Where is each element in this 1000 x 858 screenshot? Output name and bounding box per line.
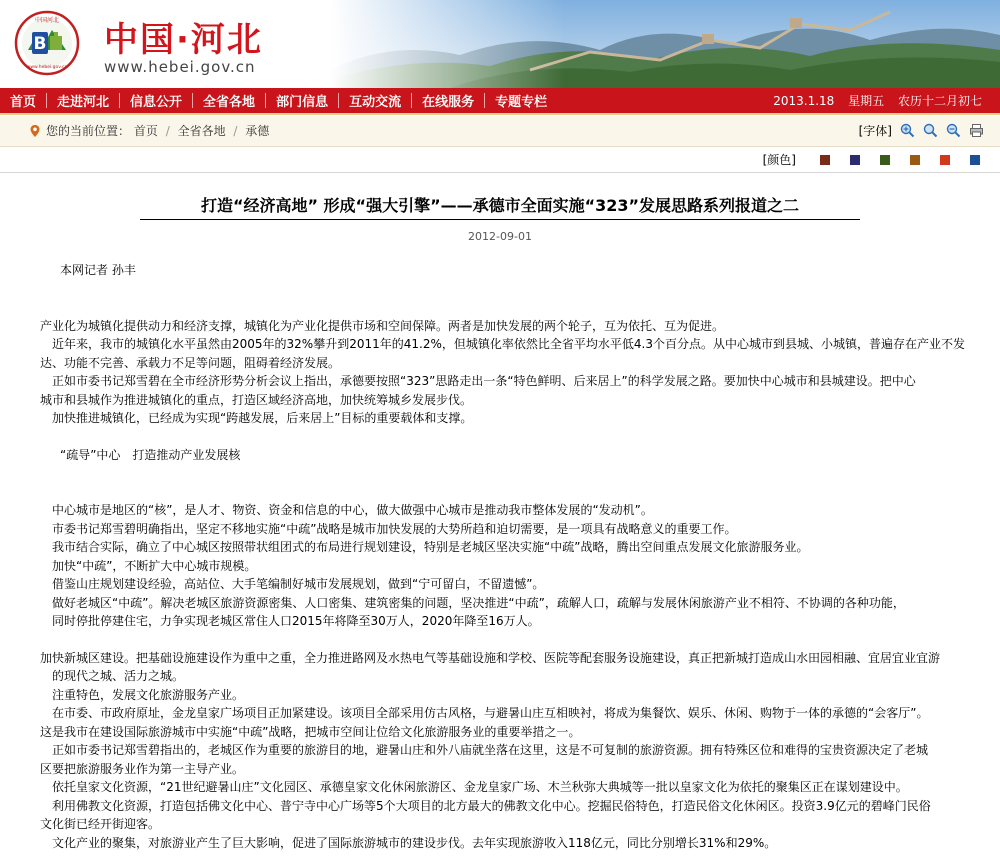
article-paragraph: 加快“中疏”，不断扩大中心城市规模。 [52, 558, 257, 573]
lunar-date-text: 农历十二月初七 [897, 94, 982, 108]
color-swatch-orange[interactable] [940, 155, 950, 165]
article-paragraph: 近年来，我市的城镇化水平虽然由2005年的32%攀升到2011年的41.2%，但城镇化率依然比全省平均水平低4.3个百分点。从中心城市到县城、小城镇，普遍存在产业不发 [52, 337, 965, 351]
breadcrumb-prefix: 您的当前位置： [46, 124, 131, 138]
article-paragraph: 利用佛教文化资源，打造包括佛文化中心、普宁寺中心广场等5个大项目的北方最大的佛教文化中心。挖掘民俗特色，打造民俗文化休闲区。投资3.9亿元的碧峰门民俗 [52, 798, 931, 813]
article-paragraph: 文化街已经开街迎客。 [40, 817, 161, 831]
main-nav [0, 88, 1000, 115]
hebei-logo-icon[interactable] [14, 10, 80, 76]
article-date: 2012-09-01 [468, 230, 532, 243]
article-paragraph: 中心城市是地区的“核”，是人才、物资、资金和信息的中心，做大做强中心城市是推动我市整体发展的“发动机”。 [52, 503, 653, 517]
article-paragraph: 做好老城区“中疏”。解决老城区旅游资源密集、人口密集、建筑密集的问题，坚决推进“中疏”，疏解人口，疏解与发展休闲旅游产业不相符、不协调的各种功能， [52, 595, 905, 610]
breadcrumb-separator: / [233, 124, 238, 138]
breadcrumb-separator: / [165, 124, 170, 138]
article-paragraph: 的现代之城、活力之城。 [52, 669, 185, 683]
breadcrumb [46, 122, 269, 139]
article-title: 打造“经济高地” 形成“强大引擎”——承德市全面实施“323”发展思路系列报道之二 [200, 196, 800, 215]
site-name: 中国·河北 [104, 20, 263, 60]
breadcrumb-chengde[interactable]: 承德 [245, 124, 270, 138]
article-paragraph: 注重特色，发展文化旅游服务产业。 [52, 687, 245, 702]
color-swatch-green[interactable] [880, 155, 890, 165]
nav-item-online-services[interactable]: 在线服务 [422, 95, 475, 110]
nav-item-home[interactable]: 首页 [10, 95, 37, 110]
article-paragraph: 文化产业的聚集，对旅游业产生了巨大影响，促进了国际旅游城市的建设步伐。去年实现旅游收入118亿元，同比分别增长31%和29%。 [52, 835, 777, 850]
svg-text:B: B [33, 34, 47, 54]
date-text: 2013.1.18 [773, 94, 835, 108]
article-paragraph: 城市和县城作为推进城镇化的重点，打造区域经济高地，加快统筹城乡发展步伐。 [40, 392, 473, 407]
svg-text:www.hebei.gov.cn: www.hebei.gov.cn [26, 65, 68, 70]
article-paragraph: 我市结合实际，确立了中心城区按照带状组团式的布局进行规划建设，特别是老城区坚决实施“中疏”战略，腾出空间重点发展文化旅游服务业。 [52, 540, 809, 554]
article-paragraph: 借鉴山庄规划建设经验，高站位、大手笔编制好城市发展规划，做到“宁可留白，不留遗憾”。 [52, 577, 545, 591]
print-icon[interactable] [969, 123, 984, 138]
article-body [0, 243, 1000, 852]
font-tools [859, 122, 984, 139]
article-paragraph: 正如市委书记郑雪碧在全市经济形势分析会议上指出，承德要按照“323”思路走出一条“特色鲜明、后来居上”的科学发展之路。要加快中心城市和县城建设。把中心 [52, 374, 916, 388]
article-paragraph: 区要把旅游服务业作为第一主导产业。 [40, 761, 245, 776]
color-swatch-brown[interactable] [820, 155, 830, 165]
color-swatch-navy[interactable] [850, 155, 860, 165]
title-underline [140, 219, 860, 220]
nav-date [773, 92, 982, 109]
nav-item-info-disclosure[interactable]: 信息公开 [130, 95, 183, 110]
weekday-text: 星期五 [848, 94, 885, 108]
zoom-out-icon[interactable] [946, 123, 961, 138]
article-paragraph: 市委书记郑雪碧明确指出，坚定不移地实施“中疏”战略是城市加快发展的大势所趋和迫切需要，是一项具有战略意义的重要工作。 [52, 521, 737, 536]
svg-text:中国河北: 中国河北 [34, 17, 60, 24]
article-paragraph: 依托皇家文化资源，“21世纪避暑山庄”文化园区、承德皇家文化休闲旅游区、金龙皇家广场、木兰秋弥大典城等一批以皇家文化为依托的聚集区正在谋划建设中。 [52, 780, 908, 794]
article-paragraph: 加快新城区建设。把基础设施建设作为重中之重，全力推进路网及水热电气等基础设施和学校、医院等配套服务设施建设，真正把新城打造成山水田园相融、宜居宜业宜游 [40, 650, 941, 665]
breadcrumb-home[interactable]: 首页 [133, 124, 158, 138]
zoom-in-icon[interactable] [900, 123, 915, 138]
color-swatch-ochre[interactable] [910, 155, 920, 165]
site-header [0, 0, 1000, 88]
article-paragraph: 在市委、市政府原址，金龙皇家广场项目正加紧建设。该项目全部采用仿古风格，与避暑山庄互相映衬，将成为集餐饮、娱乐、休闲、购物于一体的承德的“会客厅”。 [52, 706, 929, 720]
breadcrumb-regions[interactable]: 全省各地 [177, 124, 226, 138]
nav-item-regions[interactable]: 全省各地 [203, 95, 256, 110]
nav-item-interaction[interactable]: 互动交流 [349, 95, 402, 110]
color-swatch-blue[interactable] [970, 155, 980, 165]
nav-item-about-hebei[interactable]: 走进河北 [57, 95, 110, 110]
article-paragraph: 达、功能不完善、承载力不足等问题，阻碍着经济发展。 [40, 355, 341, 370]
font-size-label: [字体] [858, 124, 892, 138]
article-paragraph: 正如市委书记郑雪碧指出的，老城区作为重要的旅游目的地，避暑山庄和外八庙就坐落在这里，这是不可复制的旅游资源。拥有特殊区位和难得的宝贵资源决定了老城 [52, 743, 929, 757]
article-reporter: 本网记者 孙丰 [60, 263, 136, 277]
location-marker-icon [28, 124, 42, 138]
article-paragraph: 加快推进城镇化，已经成为实现“跨越发展，后来居上”目标的重要载体和支撑。 [52, 411, 473, 425]
article-paragraph: 同时停批停建住宅，力争实现老城区常住人口2015年将降至30万人，2020年降至16万人。 [52, 614, 540, 628]
nav-item-departments[interactable]: 部门信息 [276, 95, 329, 110]
site-url: www.hebei.gov.cn [104, 58, 256, 76]
breadcrumb-bar [0, 115, 1000, 147]
great-wall-banner-image [330, 0, 1000, 88]
color-picker-bar [0, 147, 1000, 173]
zoom-reset-icon[interactable] [923, 123, 938, 138]
article-subheading: “疏导”中心 打造推动产业发展核 [60, 447, 241, 462]
article-paragraph: 这是我市在建设国际旅游城市中实施“中疏”战略，把城市空间让位给文化旅游服务业的重要举措之一。 [40, 724, 581, 739]
nav-item-special-topics[interactable]: 专题专栏 [495, 95, 548, 110]
color-label: [颜色] [762, 153, 796, 167]
article-paragraph: 产业化为城镇化提供动力和经济支撑，城镇化为产业化提供市场和空间保障。两者是加快发展的两个轮子，互为依托、互为促进。 [40, 318, 725, 333]
